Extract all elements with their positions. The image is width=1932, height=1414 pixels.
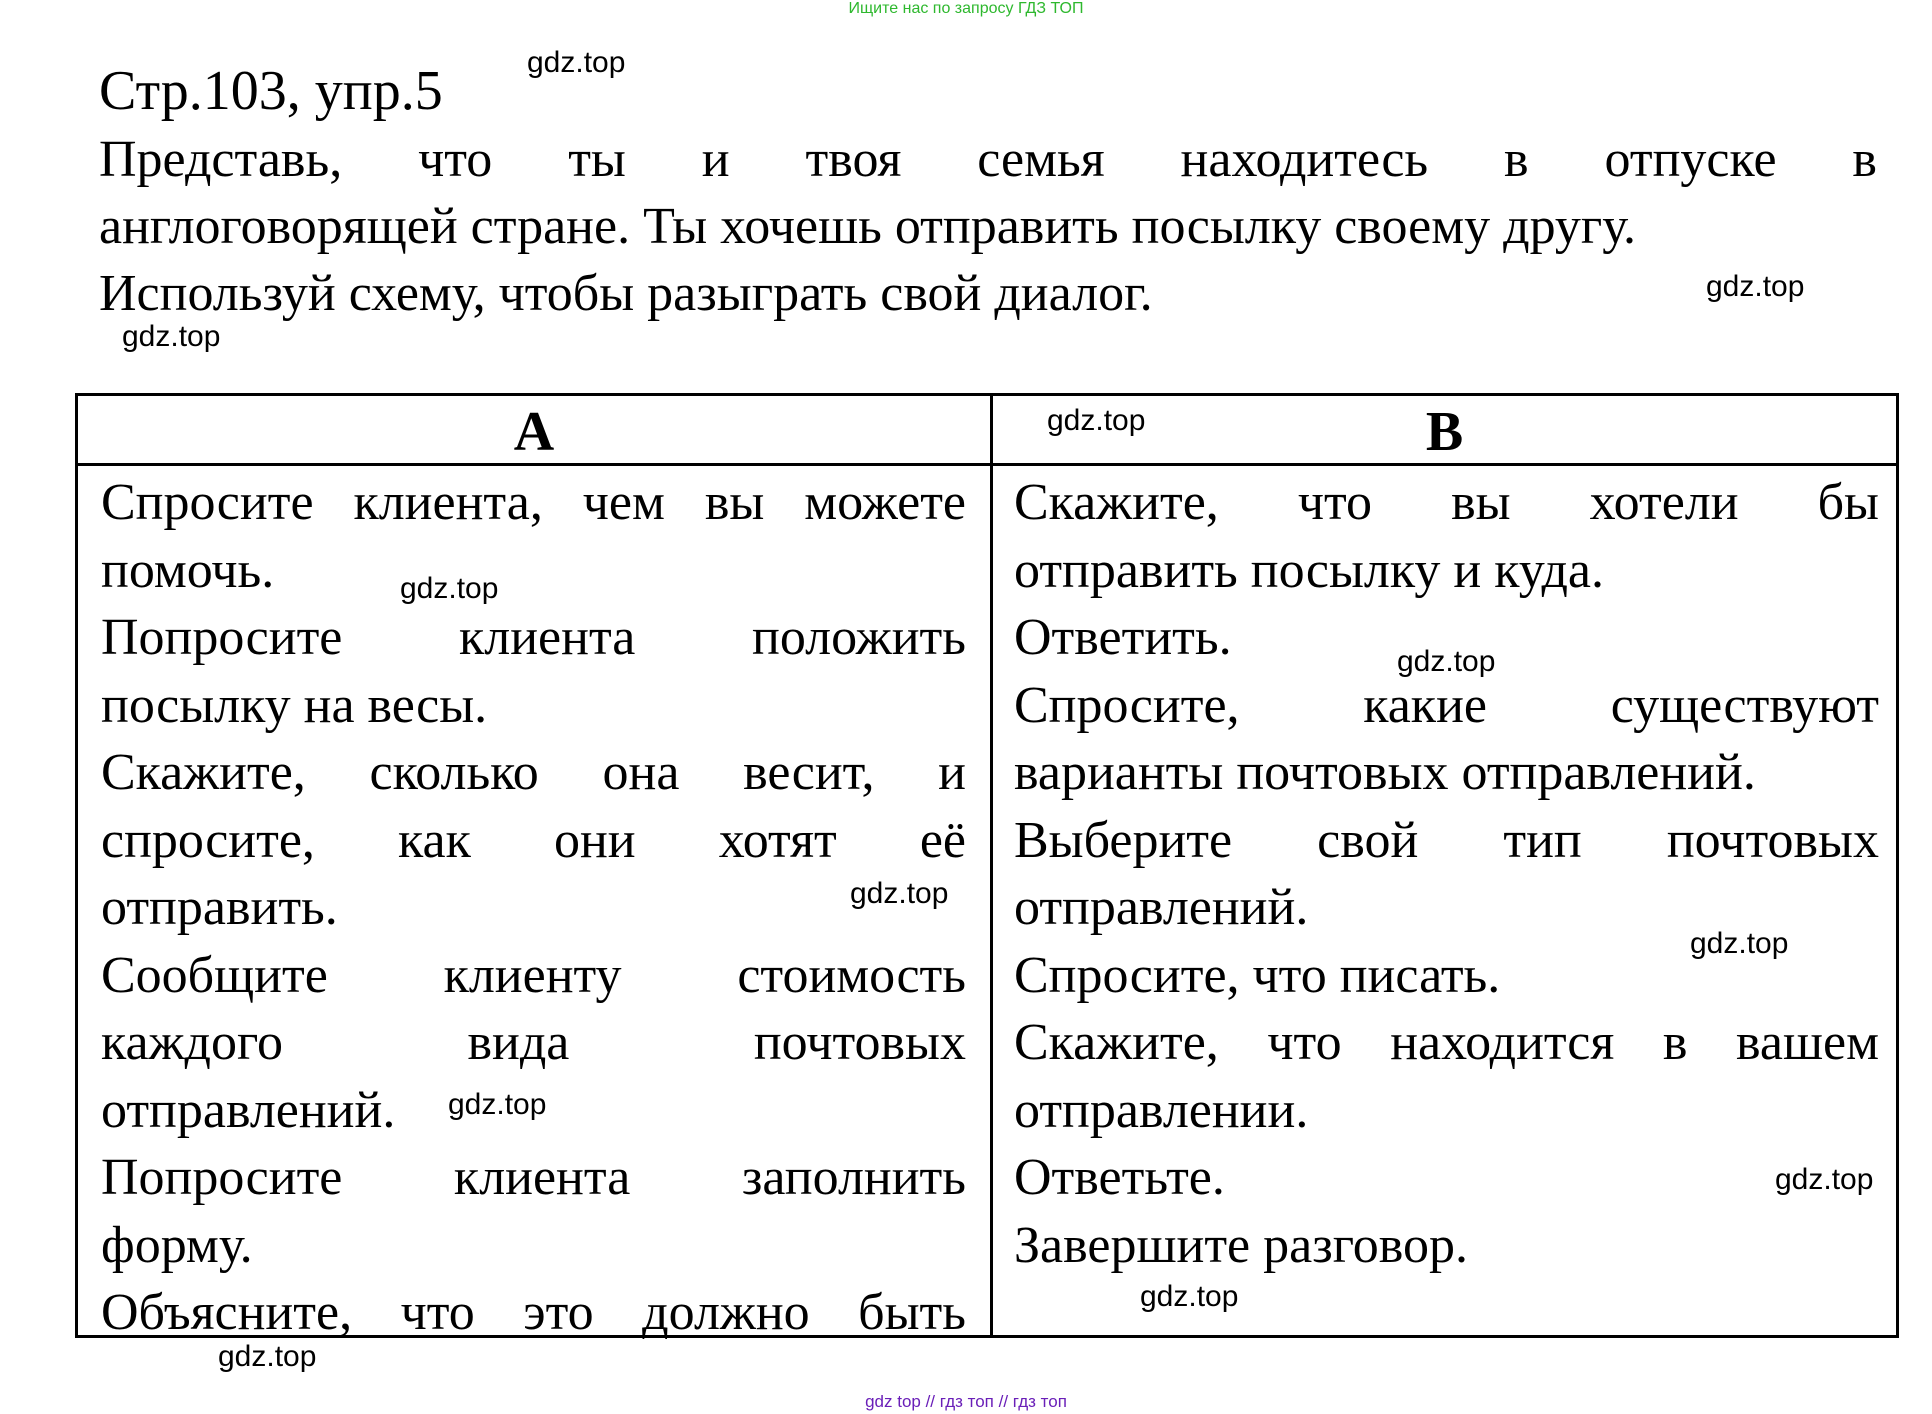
watermark: gdz.top	[448, 1088, 547, 1121]
column-a-line: Попросите клиента положить	[101, 609, 966, 666]
column-a-line: каждого вида почтовых	[101, 1014, 966, 1071]
top-banner: Ищите нас по запросу ГДЗ ТОП	[848, 0, 1084, 17]
intro-line: Представь, что ты и твоя семья находитесь в отпуске в	[99, 131, 1877, 188]
column-a-line: отправлений.	[101, 1081, 396, 1139]
column-b-line: Спросите, что писать.	[1014, 946, 1501, 1004]
column-b-line: Скажите, что вы хотели бы	[1014, 474, 1879, 531]
header-divider	[78, 463, 1896, 466]
column-b-line: Ответить.	[1014, 609, 1232, 666]
column-a-line: Попросите клиента заполнить	[101, 1149, 966, 1206]
watermark: gdz.top	[122, 320, 221, 353]
footer-links: gdz top // гдз топ // гдз топ	[865, 1392, 1067, 1411]
column-a-line: отправить.	[101, 879, 338, 936]
column-a-line: Сообщите клиенту стоимость	[101, 946, 966, 1004]
page-title: Стр.103, упр.5	[99, 60, 443, 122]
column-a-line: посылку на весы.	[101, 676, 488, 734]
column-a-line: Спросите клиента, чем вы можете	[101, 474, 966, 531]
watermark: gdz.top	[1775, 1163, 1874, 1196]
column-b-line: отправить посылку и куда.	[1014, 541, 1605, 599]
column-b-line: Выберите свой тип почтовых	[1014, 811, 1879, 869]
watermark: gdz.top	[1047, 404, 1146, 437]
watermark: gdz.top	[218, 1340, 317, 1373]
watermark: gdz.top	[1706, 270, 1805, 303]
column-b-text	[1014, 469, 1879, 1279]
column-a-line: спросите, как они хотят её	[101, 811, 966, 869]
column-b-line: варианты почтовых отправлений.	[1014, 744, 1756, 801]
column-b-line: Спросите, какие существуют	[1014, 676, 1879, 734]
column-b-line: Завершите разговор.	[1014, 1216, 1468, 1274]
watermark: gdz.top	[527, 46, 626, 79]
column-b-line: отправлении.	[1014, 1081, 1309, 1139]
column-a-header: A	[513, 401, 555, 463]
column-b-line: Скажите, что находится в вашем	[1014, 1014, 1879, 1071]
dialogue-table	[75, 393, 1899, 1341]
column-a-line: Скажите, сколько она весит, и	[101, 744, 966, 801]
column-a-line: Объясните, что это должно быть	[101, 1284, 966, 1341]
column-a-line: помочь.	[101, 541, 275, 599]
watermark: gdz.top	[400, 572, 499, 605]
watermark: gdz.top	[850, 877, 949, 910]
intro-line: англоговорящей стране. Ты хочешь отправить посылку своему другу.	[99, 198, 1637, 255]
watermark: gdz.top	[1690, 927, 1789, 960]
task-description	[99, 126, 1877, 327]
column-b-line: отправлений.	[1014, 879, 1309, 936]
column-a-text	[101, 469, 966, 1347]
intro-line: Используй схему, чтобы разыграть свой диалог.	[99, 265, 1153, 322]
watermark: gdz.top	[1397, 645, 1496, 678]
watermark: gdz.top	[1140, 1280, 1239, 1313]
column-a-line: форму.	[101, 1216, 253, 1274]
column-divider	[990, 396, 993, 1335]
column-b-line: Ответьте.	[1014, 1149, 1225, 1206]
column-b-header: B	[1425, 401, 1464, 463]
